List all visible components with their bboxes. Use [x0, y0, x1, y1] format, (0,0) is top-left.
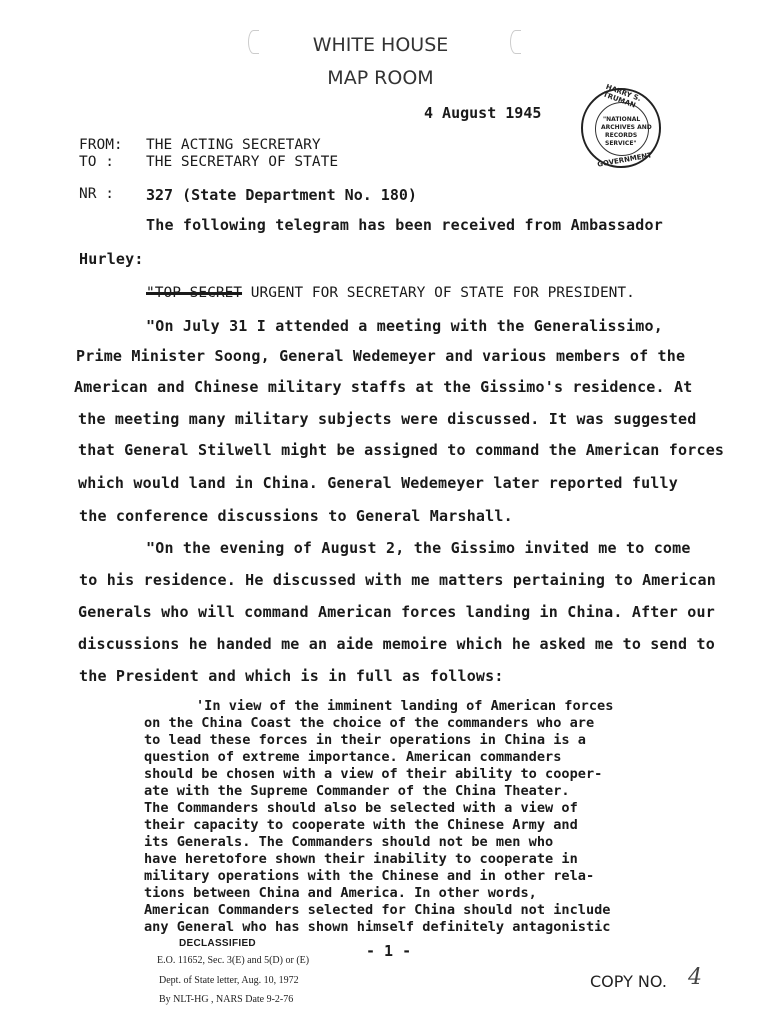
declassified-dept: Dept. of State letter, Aug. 10, 1972: [159, 975, 299, 986]
quote-line-5: should be chosen with a view of their ability to cooper-: [144, 766, 603, 782]
classification-line: [146, 285, 635, 301]
quote-line-3: to lead these forces in their operations in China is a: [144, 732, 586, 748]
quote-line-6: ate with the Supreme Commander of the China Theater.: [144, 783, 570, 799]
copy-label: COPY NO.: [590, 972, 667, 991]
archives-stamp: HARRY S. TRUMAN "NATIONAL ARCHIVES AND RECORDS SERVICE" GOVERNMENT: [581, 88, 661, 168]
p1-line-5: that General Stilwell might be assigned to command the American forces: [78, 441, 725, 459]
quote-line-2: on the China Coast the choice of the commanders who are: [144, 715, 595, 731]
quote-line-12: tions between China and America. In other words,: [144, 885, 537, 901]
p1-line-6: which would land in China. General Wedemeyer later reported fully: [78, 474, 678, 492]
from-value: THE ACTING SECRETARY: [146, 137, 321, 153]
p1-line-2: Prime Minister Soong, General Wedemeyer and various members of the: [76, 347, 686, 365]
document-date: 4 August 1945: [424, 104, 542, 122]
header-white-house: WHITE HOUSE: [312, 34, 449, 56]
to-label: TO :: [79, 154, 114, 170]
p2-line-1: "On the evening of August 2, the Gissimo invited me to come: [146, 539, 691, 557]
p2-line-4: discussions he handed me an aide memoire which he asked me to send to: [78, 635, 715, 653]
quote-line-7: The Commanders should also be selected with a view of: [144, 800, 578, 816]
page-number: - 1 -: [366, 942, 412, 960]
struck-classification: "TOP SECRET: [146, 285, 243, 301]
quote-line-4: question of extreme importance. American commanders: [144, 749, 562, 765]
quote-line-13: American Commanders selected for China should not include: [144, 902, 611, 918]
declassified-label: DECLASSIFIED: [179, 938, 256, 949]
p2-line-5: the President and which is in full as follows:: [79, 667, 504, 685]
intro-line-2: Hurley:: [79, 250, 144, 268]
nr-label: NR :: [79, 186, 114, 202]
quote-line-14: any General who has shown himself definitely antagonistic: [144, 919, 611, 935]
quote-line-9: its Generals. The Commanders should not be men who: [144, 834, 554, 850]
p2-line-2: to his residence. He discussed with me matters pertaining to American: [79, 571, 716, 589]
quote-line-10: have heretofore shown their inability to cooperate in: [144, 851, 578, 867]
classification-text: URGENT FOR SECRETARY OF STATE FOR PRESIDENT.: [242, 285, 635, 301]
p2-line-3: Generals who will command American forces landing in China. After our: [78, 603, 715, 621]
p1-line-4: the meeting many military subjects were discussed. It was suggested: [78, 410, 697, 428]
quote-line-1: 'In view of the imminent landing of American forces: [196, 698, 614, 714]
declassified-by: By NLT-HG , NARS Date 9-2-76: [159, 994, 294, 1005]
intro-line-1: The following telegram has been received from Ambassador: [146, 216, 663, 234]
quote-line-8: their capacity to cooperate with the Chinese Army and: [144, 817, 578, 833]
p1-line-1: "On July 31 I attended a meeting with the Generalissimo,: [146, 317, 663, 335]
p1-line-7: the conference discussions to General Marshall.: [79, 507, 513, 525]
declassified-eo: E.O. 11652, Sec. 3(E) and 5(D) or (E): [157, 955, 310, 966]
to-value: THE SECRETARY OF STATE: [146, 154, 339, 170]
nr-value: 327 (State Department No. 180): [146, 186, 417, 204]
copy-number: 4: [688, 965, 702, 990]
from-label: FROM:: [79, 137, 123, 153]
header-map-room: MAP ROOM: [327, 67, 434, 89]
p1-line-3: American and Chinese military staffs at the Gissimo's residence. At: [74, 378, 693, 396]
quote-line-11: military operations with the Chinese and in other rela-: [144, 868, 595, 884]
